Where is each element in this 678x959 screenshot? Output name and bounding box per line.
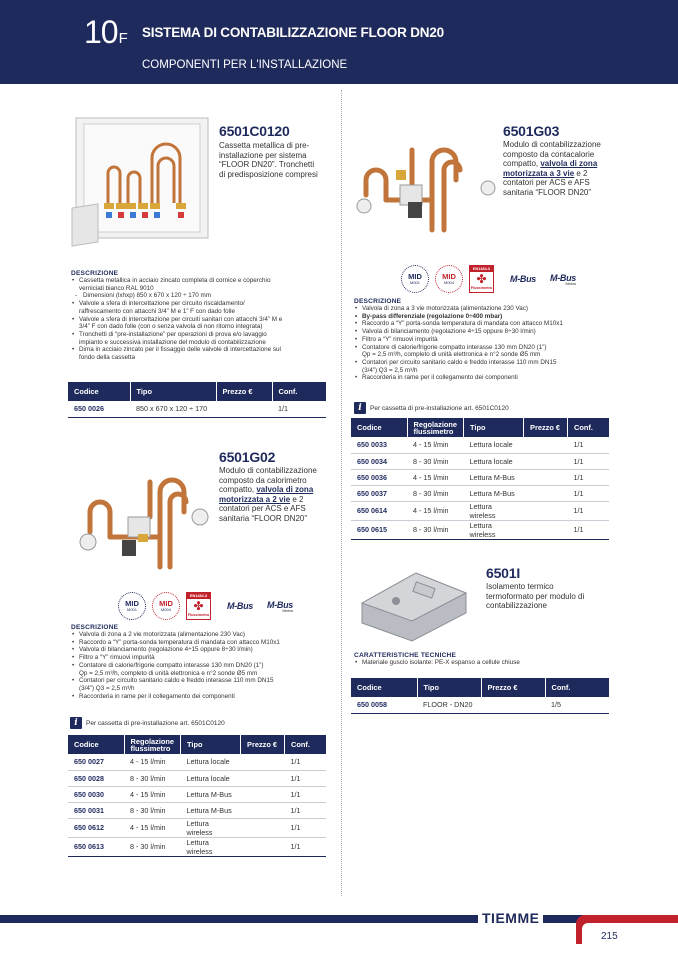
mid-logo: MID M004 [435,265,463,293]
p4-table: Codice Tipo Prezzo € Conf. 650 0058 FLOOR - DN20 1/5 [351,678,609,714]
footer-swoosh [574,910,678,946]
product-6501G03 [503,123,601,198]
product-code: 6501C0120 [219,123,290,139]
product-description: Modulo di contabilizzazione composto da calorimetro compatto, valvola di zona motorizzata a 2 vie e 2 contatori per ACS e AFS sanitaria “FLOOR DN20” [219,466,317,523]
table-row: 650 0027 4 - 15 l/min Lettura locale 1/1 [68,754,326,770]
product-code: 6501G03 [503,123,560,139]
table-row: 650 0030 4 - 15 l/min Lettura M-Bus 1/1 [68,786,326,802]
table-row: 650 0036 4 - 15 l/min Lettura M-Bus 1/1 [351,469,609,485]
page-number: 215 [601,931,618,942]
p2-bullets: • Valvola di zona a 2 vie motorizzata (alimentazione 230 Vac) • Raccordo a “Y” porta-sonda temperatura di mandata con attacco M10x1 • Valvola di bilanciamento (regolazione 4÷15 oppure 8÷30 l/min) • Filtro a “Y” rimuovi impurità • Contatore di calorie/frigorie compatto interasse 130 mm DN20 (1”) Qp = 2,5 m³/h, completo di unità elettronica e n°2 sonde Ø5 mm • Contatori per circuito sanitario caldo e freddo interasse 110 mm DN15 (3/4”) Q3 = 2,5 m³/h • Raccorderia in rame per il collegamento dei componenti [71,631,333,700]
table-row: 650 0612 4 - 15 l/min Lettura wireless 1/1 [68,818,326,837]
p3-note: i Per cassetta di pre-installazione art. 6501C0120 [354,402,509,414]
mbus-logo: M-Bus [510,274,536,284]
page-header [0,0,678,84]
cabinet-image [68,108,214,250]
info-icon: i [354,402,366,414]
table-row: 650 0058 FLOOR - DN20 1/5 [351,697,609,713]
page-title: SISTEMA DI CONTABILIZZAZIONE FLOOR DN20 [142,25,444,40]
table-row: 650 0034 8 - 30 l/min Lettura locale 1/1 [351,453,609,469]
p2-note: i Per cassetta di pre-installazione art. 6501C0120 [70,717,225,729]
brand-logo: TIEMME [478,910,543,926]
page-subtitle: COMPONENTI PER L'INSTALLAZIONE [142,59,348,71]
chapter-number: 10F [84,14,127,50]
table-row: 650 0615 8 - 30 l/min Lettura wireless 1/1 [351,520,609,539]
p1-table: Codice Tipo Prezzo € Conf. 650 0026 850 x 670 x 120 ÷ 170 1/1 [68,382,326,418]
insulation-image [354,565,474,645]
link-motorizzata[interactable]: motorizzata a 3 vie [503,168,575,178]
column-divider [341,90,342,896]
p3-certification-logos [401,265,576,293]
product-6501C0120 [219,123,318,179]
p4-bullets: • Materiale guscio isolante: PE-X espanso a cellule chiuse [354,659,624,667]
fan-icon: ✤ [193,599,204,613]
table-row: 650 0037 8 - 30 l/min Lettura M-Bus 1/1 [351,485,609,501]
product-description: Isolamento termico termoformato per modulo di contabilizzazione [486,582,585,611]
p1-descrizione: DESCRIZIONE • Cassetta metallica in acciaio zincato completa di cornice e coperchio verniciati bianco RAL 9010 - Dimensioni (lxhxp) 850 x 670 x 120 ÷ 170 mm • Valvole a sfera di intercettazione per circuito riscaldamento/ raffrescamento con attacchi 3/4” M e 1” F con dado folle • Valvole a sfera di intercettazione per circuiti sanitari con attacchi 3/4” M e 3/4” F con dado folle (con o senza valvola di non ritorno integrata) • Tronchetti di “pre-installazione” per operazioni di prova e/o lavaggio impianto e successiva installazione del modulo di contabilizzazione • Dima in acciaio zincato per il fissaggio delle valvole di intercettazione sul fondo della cassetta [71,270,331,362]
product-code: 6501G02 [219,449,276,465]
product-6501I [486,565,584,611]
p3-descrizione: DESCRIZIONE • Valvola di zona a 3 vie motorizzata (alimentazione 230 Vac) • By-pass differenziale (regolazione 0÷400 mbar) • Raccordo a “Y” porta-sonda temperatura di mandata con attacco M10x1 • Valvola di bilanciamento (regolazione 4÷15 oppure 8÷30 l/min) • Filtro a “Y” rimuovi impurità • Contatore di calorie/frigorie compatto interasse 130 mm DN20 (1”) Qp = 2,5 m³/h, completo di unità elettronica e n°2 sonde Ø5 mm • Contatori per circuito sanitario caldo e freddo interasse 110 mm DN15 (3/4”) Q3 = 2,5 m³/h • Raccorderia in rame per il collegamento dei componenti [354,298,624,382]
table-row: 650 0613 8 - 30 l/min Lettura wireless 1/1 [68,837,326,856]
product-description: Cassetta metallica di pre- installazione per sistema “FLOOR DN20”. Tronchetti di predisposizione compresi [219,141,318,179]
product-6501G02 [219,449,317,524]
table-row: 650 0033 4 - 15 l/min Lettura locale 1/1 [351,437,609,453]
info-icon: i [70,717,82,729]
mbus-wireless-logo: M-Bus Wireless [267,599,293,613]
product-description: Modulo di contabilizzazione composto da contacalorie compatto, valvola di zona motorizzata a 3 vie e 2 contatori per ACS e AFS sanitaria “FLOOR DN20” [503,140,601,197]
module-g02-image [70,462,212,580]
en1434-logo: EN1434-3 ✤ Flussimetro [469,265,494,293]
en1434-logo: EN1434-3 ✤ Flussimetro [186,592,211,620]
p2-certification-logos [118,592,293,620]
p1-bullets: • Cassetta metallica in acciaio zincato completa di cornice e coperchio verniciati bianco RAL 9010 - Dimensioni (lxhxp) 850 x 670 x 120 ÷ 170 mm • Valvole a sfera di intercettazione per circuito riscaldamento/ raffrescamento con attacchi 3/4” M e 1” F con dado folle • Valvole a sfera di intercettazione per circuiti sanitari con attacchi 3/4” M e 3/4” F con dado folle (con o senza valvola di non ritorno integrata) • Tronchetti di “pre-installazione” per operazioni di prova e/o lavaggio impianto e successiva installazione del modulo di contabilizzazione • Dima in acciaio zincato per il fissaggio delle valvole di intercettazione sul fondo della cassetta [71,277,331,362]
p3-table: Codice Regolazione flussimetro Tipo Prezzo € Conf. 650 0033 4 - 15 l/min Lettura locale 1/1 650 0034 8 - 30 l/min Lettura locale 1/1 650 0036 4 - 15 l/min Lettura M-Bus 1/1 650 0037 8 - 30 l/min Lettura M-Bus 1/1 650 0614 4 - 15 l/min Lettura wireless 1/1 650 0615 8 - 30 l/min Lettura wireless 1/1 [351,418,609,540]
link-valvola-zona[interactable]: valvola di zona [256,485,314,495]
link-motorizzata[interactable]: motorizzata a 2 vie [219,494,291,504]
table-row: 650 0028 8 - 30 l/min Lettura locale 1/1 [68,770,326,786]
mid-logo: MID M004 [152,592,180,620]
p2-descrizione: DESCRIZIONE • Valvola di zona a 2 vie motorizzata (alimentazione 230 Vac) • Raccordo a “Y” porta-sonda temperatura di mandata con attacco M10x1 • Valvola di bilanciamento (regolazione 4÷15 oppure 8÷30 l/min) • Filtro a “Y” rimuovi impurità • Contatore di calorie/frigorie compatto interasse 130 mm DN20 (1”) Qp = 2,5 m³/h, completo di unità elettronica e n°2 sonde Ø5 mm • Contatori per circuito sanitario caldo e freddo interasse 110 mm DN15 (3/4”) Q3 = 2,5 m³/h • Raccorderia in rame per il collegamento dei componenti [71,624,333,700]
p3-bullets: • Valvola di zona a 3 vie motorizzata (alimentazione 230 Vac) • By-pass differenziale (regolazione 0÷400 mbar) • Raccordo a “Y” porta-sonda temperatura di mandata con attacco M10x1 • Valvola di bilanciamento (regolazione 4÷15 oppure 8÷30 l/min) • Filtro a “Y” rimuovi impurità • Contatore di calorie/frigorie compatto interasse 130 mm DN20 (1”) Qp = 2,5 m³/h, completo di unità elettronica e n°2 sonde Ø5 mm • Contatori per circuito sanitario caldo e freddo interasse 110 mm DN15 (3/4”) Q3 = 2,5 m³/h • Raccorderia in rame per il collegamento dei componenti [354,305,624,382]
product-code: 6501I [486,565,521,581]
table-row: 650 0614 4 - 15 l/min Lettura wireless 1/1 [351,501,609,520]
mid-logo: MID M001 [401,265,429,293]
mbus-wireless-logo: M-Bus Wireless [550,272,576,286]
mid-logo: MID M001 [118,592,146,620]
fan-icon: ✤ [476,272,487,286]
link-valvola-zona[interactable]: valvola di zona [540,159,598,169]
table-row: 650 0026 850 x 670 x 120 ÷ 170 1/1 [68,401,326,417]
mbus-logo: M-Bus [227,601,253,611]
p4-caratteristiche: CARATTERISTICHE TECNICHE • Materiale guscio isolante: PE-X espanso a cellule chiuse [354,652,624,667]
p2-table: Codice Regolazione flussimetro Tipo Prezzo € Conf. 650 0027 4 - 15 l/min Lettura locale 1/1 650 0028 8 - 30 l/min Lettura locale 1/1 650 0030 4 - 15 l/min Lettura M-Bus 1/1 650 0031 8 - 30 l/min Lettura M-Bus 1/1 650 0612 4 - 15 l/min Lettura wireless 1/1 650 0613 8 - 30 l/min Lettura wireless 1/1 [68,735,326,857]
module-g03-image [352,140,497,240]
table-row: 650 0031 8 - 30 l/min Lettura M-Bus 1/1 [68,802,326,818]
